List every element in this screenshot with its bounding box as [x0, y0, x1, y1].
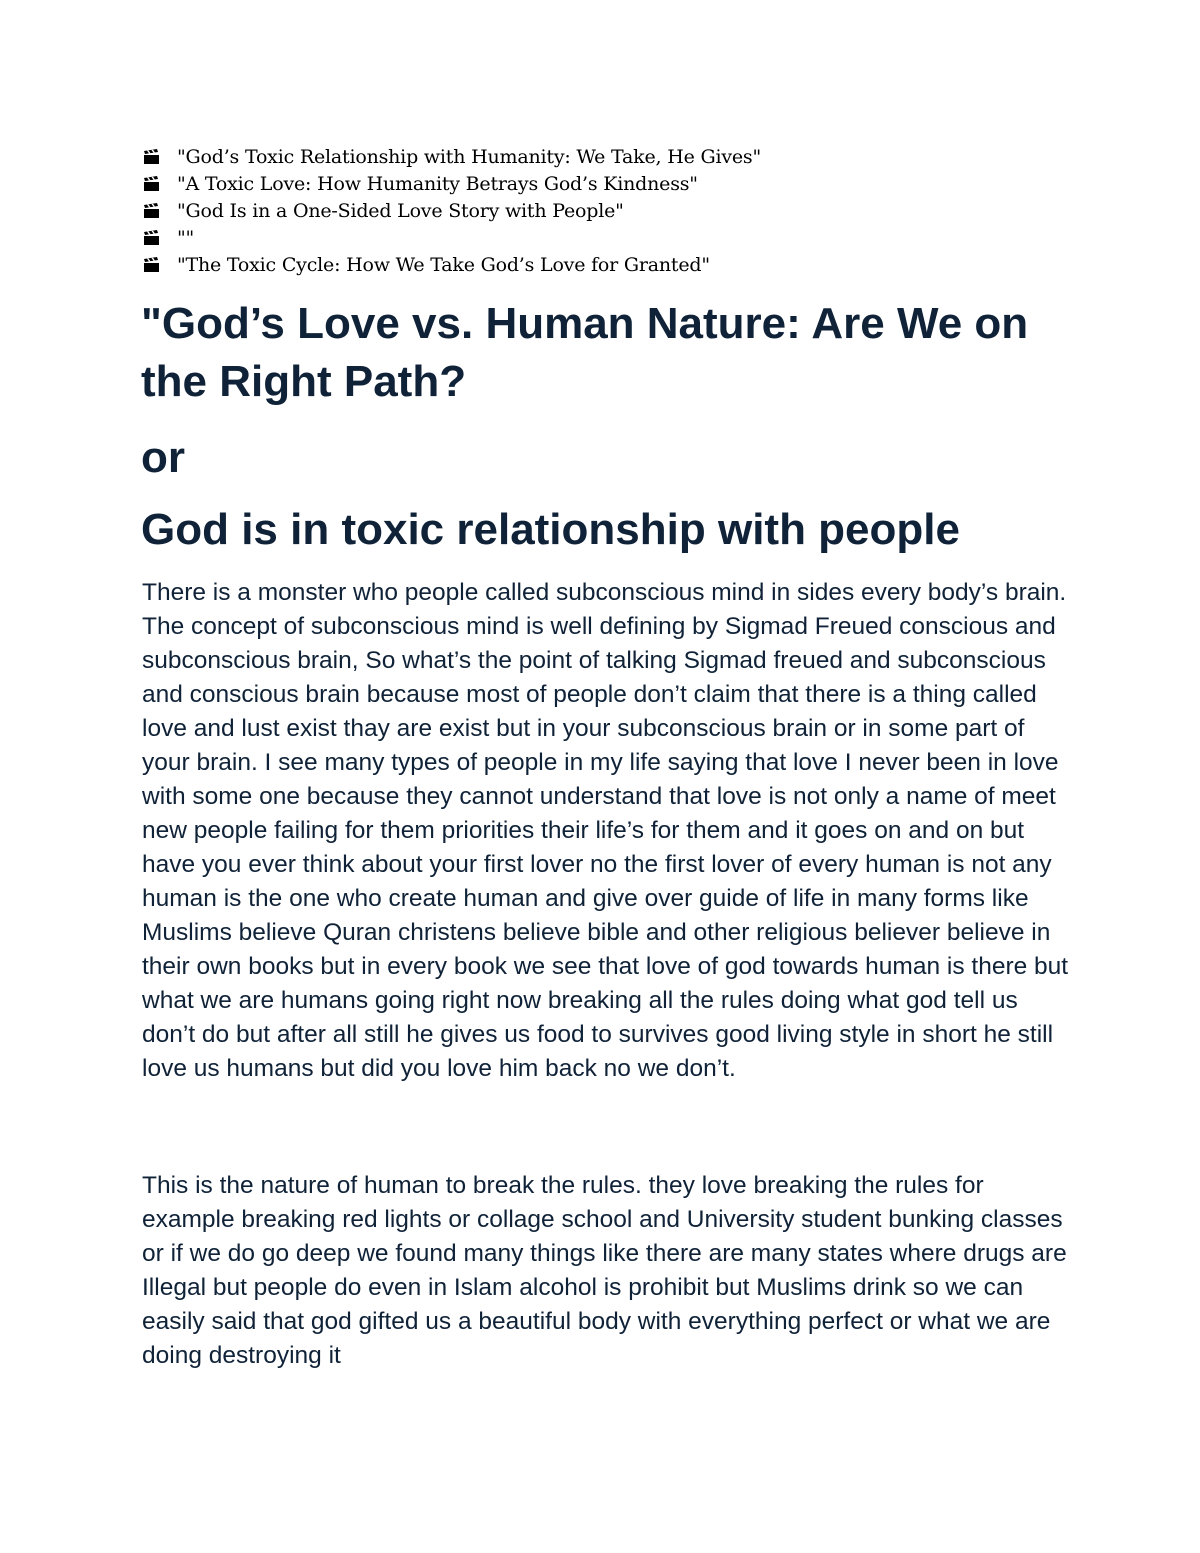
clapperboard-icon: [143, 257, 161, 273]
clapperboard-icon: [143, 230, 161, 246]
body-paragraph: There is a monster who people called subconscious mind in sides every body’s brain. The concept of subconscious mind is well defining by Sigmad Freued conscious and subconscious brain, So what’s the point of talking Sigmad freued and subconscious and conscious brain because most of people don’t claim that there is a thing called love and lust exist thay are exist but in your subconscious brain or in some part of your brain. I see many types of people in my life saying that love I never been in love with some one because they cannot understand that love is not only a name of meet new people failing for them priorities their life’s for them and it goes on and on but have you ever think about your first lover no the first lover of every human is not any human is the one who create human and give over guide of life in many forms like Muslims believe Quran christens believe bible and other religious believer believe in their own books but in every book we see that love of god towards human is there but what we are humans going right now breaking all the rules doing what god tell us don’t do but after all still he gives us food to survives good living style in short he still love us humans but did you love him back no we don’t.: [142, 579, 1069, 1082]
list-item-text: "God’s Toxic Relationship with Humanity: We Take, He Gives": [177, 145, 761, 168]
list-item-text: "": [177, 226, 195, 249]
list-item: [143, 197, 761, 224]
heading-or: or: [141, 433, 185, 482]
list-item: [143, 170, 761, 197]
list-item-text: "The Toxic Cycle: How We Take God’s Love for Granted": [177, 253, 710, 276]
list-item: [143, 224, 761, 251]
list-item-text: "God Is in a One-Sided Love Story with People": [177, 199, 624, 222]
clapperboard-icon: [143, 176, 161, 192]
title-options-list: [143, 143, 761, 278]
list-item: [143, 251, 761, 278]
body-paragraph: This is the nature of human to break the rules. they love breaking the rules for example breaking red lights or collage school and University student bunking classes or if we do go deep we found many things like there are many states where drugs are Illegal but people do even in Islam alcohol is prohibit but Muslims drink so we can easily said that god gifted us a beautiful body with everything perfect or what we are doing destroying it: [142, 1172, 1067, 1369]
list-item: [143, 143, 761, 170]
page-title: "God’s Love vs. Human Nature: Are We on the Right Path?: [141, 299, 1029, 406]
page-subtitle: God is in toxic relationship with people: [141, 505, 960, 554]
clapperboard-icon: [143, 203, 161, 219]
clapperboard-icon: [143, 149, 161, 165]
list-item-text: "A Toxic Love: How Humanity Betrays God’s Kindness": [177, 172, 698, 195]
